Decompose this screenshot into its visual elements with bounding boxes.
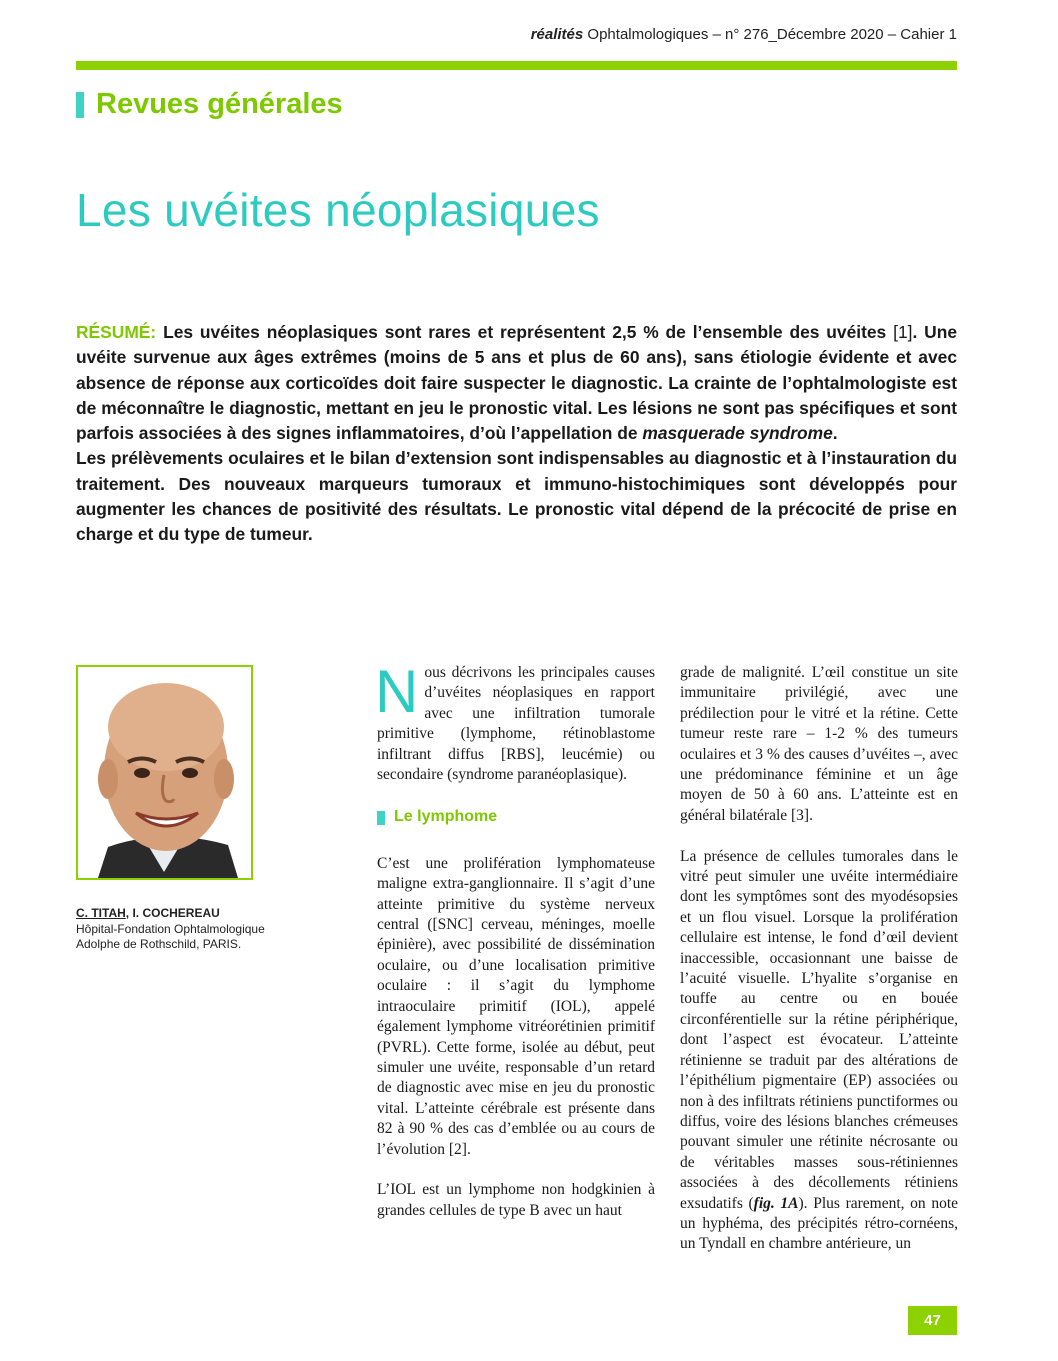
section-label-text: Revues générales [96,88,343,120]
abstract-text-end: . [832,423,838,444]
portrait-image [78,667,251,878]
drop-cap: N [375,658,419,725]
subheading-marker [377,811,385,825]
author-portrait [76,665,253,880]
author-block [76,906,316,953]
article-title: Les uvéites néoplasiques [76,184,600,236]
author-name-2: , I. COCHEREAU [125,906,220,920]
author-names [76,906,316,922]
column3-text-a: La présence de cellules tumorales dans le vitré peut simuler une uvéite intermédiaire dont les symptômes sont des myodésopsies et un flou visuel. Lorsque la prolifération cellulaire est intense, le fond d’œil devient inaccessible, occasionnant une baisse de l’acuité visuelle. L’hyalite s’organise en touffe au centre ou en bouée circonférentielle sur la rétine périphérique, dont l’aspect est évocateur. L’atteinte rétinienne se traduit par des altérations de l’épithélium pigmentaire (EP) associées ou non à des infiltrats rétiniens punctiformes ou diffus, voire des lésions blanches crémeuses pouvant simuler une rétinite nécrosante ou de véritables masses sous-rétiniennes associées à des décollements rétiniens exsudatifs ( [680,847,958,1212]
page-number: 47 [908,1306,957,1335]
running-header [531,26,957,43]
section-bar-marker [76,92,84,118]
abstract-label: RÉSUMÉ: [76,322,157,342]
header-rule [76,61,957,70]
body-column-2 [375,658,655,1221]
abstract-paragraph-1 [76,320,957,446]
abstract-italic-term: masquerade syndrome [642,423,833,444]
issue-info: Ophtalmologiques – n° 276_Décembre 2020 – Cahier 1 [587,26,957,43]
body-column-3 [680,663,958,1255]
abstract-paragraph-2: Les prélèvements oculaires et le bilan d’extension sont indispensables au diagnostic et à l’instauration du traitement. Des nouveaux marqueurs tumoraux et immuno-histochimiques sont développés pour augmenter les chances de positivité des résultats. Le pronostic vital dépend de la précocité de prise en charge et du type de tumeur. [76,448,957,545]
author-name-1: C. TITAH [76,906,126,920]
abstract [76,320,957,548]
subheading-text: Le lymphome [394,808,498,826]
figure-reference: fig. 1A [753,1194,799,1212]
column3-paragraph-1: grade de malignité. L’œil constitue un site immunitaire privilégié, avec une prédilection pour le vitré et la rétine. Cette tumeur reste rare – 1-2 % des tumeurs oculaires et 3 % des causes d’uvéites –, avec une prédominance féminine et un âge moyen de 50 à 60 ans. L’atteinte est en général bilatérale [3]. [680,664,958,824]
affiliation-line-1: Hôpital-Fondation Ophtalmologique [76,921,265,936]
journal-name: réalités [530,26,584,43]
affiliation-line-2: Adolphe de Rothschild, PARIS. [76,937,242,951]
abstract-reference: [1] [893,322,913,342]
column3-paragraph-2 [680,847,958,1255]
intro-paragraph [375,658,655,785]
intro-text: ous décrivons les principales causes d’uvéites néoplasiques en rapport avec une infiltration tumorale primitive (lymphome, rétinoblastome infiltrant diffus [RBS], leucémie) ou secondaire (syndrome paranéoplasique). [377,664,655,784]
abstract-text-a: Les uvéites néoplasiques sont rares et représentent 2,5 % de l’ensemble des uvéites [163,322,887,342]
section-label [76,88,343,121]
abstract-text-b: . Une uvéite survenue aux âges extrêmes (moins de 5 ans et plus de 60 ans), sans étiologie évidente et avec absence de réponse aux corticoïdes doit faire suspecter le diagnostic. La crainte de l’ophtalmologiste est de méconnaître le diagnostic, mettant en jeu le pronostic vital. Les lésions ne sont pas spécifiques et sont parfois associées à des signes inflammatoires, d’où l’appellation de [76,322,957,444]
column3-text-b: ). Plus rarement, on note un hyphéma, des précipités rétro-cornéens, un Tyndall en chambre antérieure, un [680,1194,959,1253]
lymphome-paragraph-1: C’est une prolifération lymphomateuse maligne extra-ganglionnaire. Il s’agit d’une atteinte primitive du système nerveux central ([SNC] cerveau, méninges, moelle épinière), avec possibilité de dissémination oculaire, ou d’une localisation primitive oculaire : il s’agit du lymphome intraoculaire primitif (IOL), appelé également lymphome vitréorétinien primitif (PVRL). Cette forme, isolée au début, peut simuler une uvéite, responsable d’un retard de diagnostic avec mise en jeu du pronostic vital. L’atteinte cérébrale est présente dans 82 à 90 % des cas d’emblée ou au cours de l’évolution [2]. [377,854,655,1158]
subheading-lymphome [377,807,655,827]
lymphome-paragraph-2: L’IOL est un lymphome non hodgkinien à grandes cellules de type B avec un haut [377,1181,655,1219]
